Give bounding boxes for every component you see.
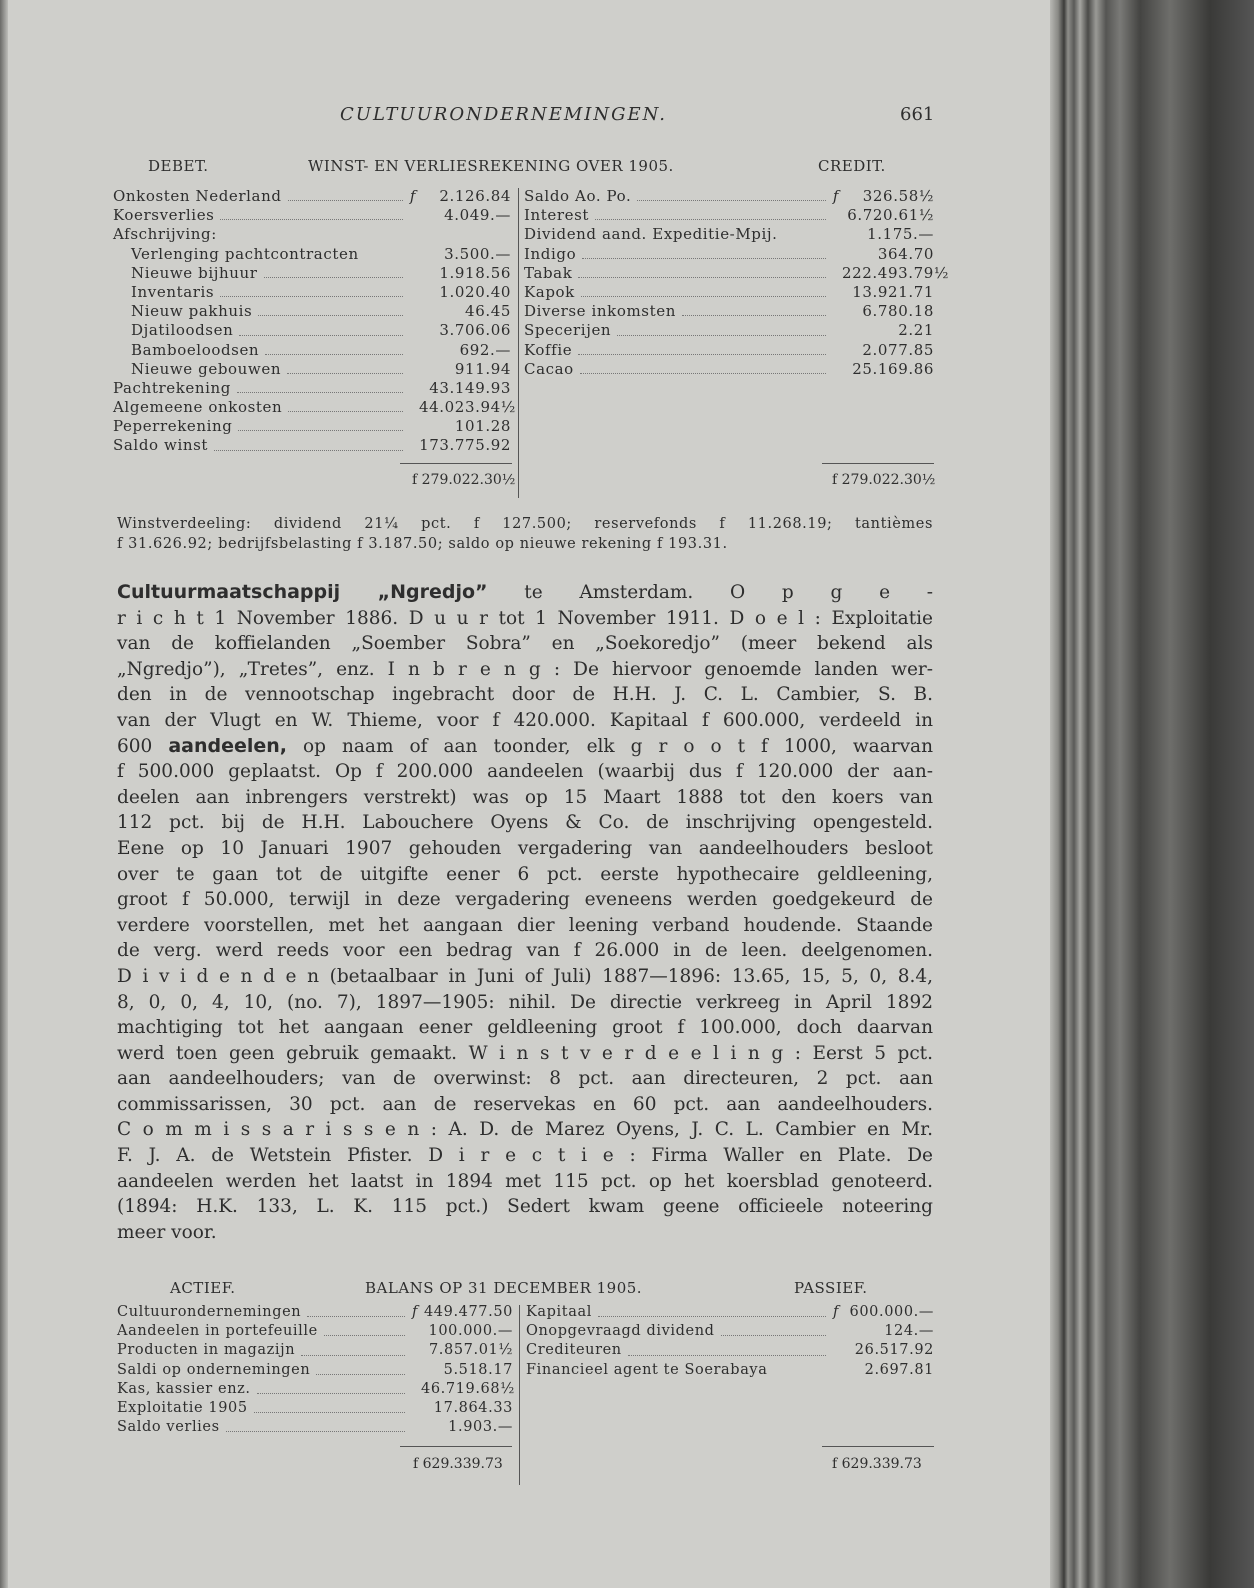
row-amount: 692.— xyxy=(459,340,511,359)
ledger-row xyxy=(113,206,511,225)
row-amount: 26.517.92 xyxy=(854,1342,934,1359)
paragraph-line xyxy=(117,1169,933,1195)
dot-leader xyxy=(264,264,403,278)
row-label: Afschrijving: xyxy=(113,225,217,244)
row-amount: 600.000.— xyxy=(849,1304,934,1320)
currency-sign xyxy=(407,321,419,340)
row-label: Specerijen xyxy=(524,321,612,340)
row-amount: 222.493.79½ xyxy=(842,263,950,282)
dot-leader xyxy=(288,398,403,412)
paragraph-line xyxy=(117,862,933,888)
row-label: Nieuwe gebouwen xyxy=(131,359,282,378)
ledger-row xyxy=(113,341,511,360)
ledger-row xyxy=(117,1399,513,1418)
dot-leader xyxy=(307,1303,405,1317)
paragraph-line xyxy=(117,606,933,632)
row-label: Koersverlies xyxy=(113,206,215,225)
row-amount: 2.21 xyxy=(898,321,934,340)
ledger-row xyxy=(113,379,511,398)
ledger-row xyxy=(524,225,934,244)
passief-label: PASSIEF. xyxy=(794,1279,868,1297)
text-run: C o m m i s s a r i s s e n : A. D. de Marez Oyens, J. C. L. Cambier en Mr. xyxy=(117,1119,933,1141)
row-label: Cultuurondernemingen xyxy=(117,1304,302,1320)
ledger-row xyxy=(526,1361,934,1380)
row-amount: 46.719.68½ xyxy=(421,1380,515,1397)
row-label: Bamboeloodsen xyxy=(131,340,260,359)
text-run: D i v i d e n d e n (betaalbaar in Juni of Juli) 1887—1896: 13.65, 15, 5, 0, 8.4, xyxy=(117,965,933,987)
row-label: Aandeelen in portefeuille xyxy=(117,1323,318,1340)
row-amount: 326.58½ xyxy=(862,187,934,205)
row-label: Nieuwe bijhuur xyxy=(131,263,258,282)
dot-leader xyxy=(578,341,826,355)
ledger-row xyxy=(113,187,511,206)
row-label: Onopgevraagd dividend xyxy=(526,1323,715,1340)
currency-sign xyxy=(407,206,419,225)
text-run: „Ngredjo”), „Tretes”, enz. I n b r e n g : De hiervoor genoemde landen wer- xyxy=(117,658,933,680)
column-divider xyxy=(518,188,519,498)
currency-sign xyxy=(830,283,842,302)
dot-leader xyxy=(223,225,403,239)
dot-leader xyxy=(258,302,403,316)
row-label: Interest xyxy=(524,206,590,225)
currency-sign: f xyxy=(412,1304,418,1320)
paragraph-line xyxy=(117,1220,933,1246)
running-title: CULTUURONDERNEMINGEN. xyxy=(340,104,667,125)
paragraph-line xyxy=(117,964,933,990)
passief-table xyxy=(526,1303,934,1380)
debet-table xyxy=(113,187,516,456)
text-run: 8, 0, 0, 4, 10, (no. 7), 1897—1905: nihil. De directie verkreeg in April 1892 xyxy=(117,991,933,1013)
ledger-row xyxy=(524,321,934,340)
ledger-row xyxy=(524,302,934,321)
dot-leader xyxy=(581,283,826,297)
dot-leader xyxy=(301,1341,405,1355)
scan-left-edge xyxy=(0,0,8,1588)
dot-leader xyxy=(257,1380,405,1394)
paragraph-line xyxy=(117,938,933,964)
actief-label: ACTIEF. xyxy=(170,1279,236,1297)
ledger-row xyxy=(524,283,934,302)
credit-table xyxy=(524,187,950,379)
balance-title: BALANS OP 31 DECEMBER 1905. xyxy=(365,1279,643,1297)
text-run: van der Vlugt en W. Thieme, voor f 420.000. Kapitaal f 600.000, verdeeld in xyxy=(117,709,933,731)
row-label: Exploitatie 1905 xyxy=(117,1399,248,1416)
paragraph-line xyxy=(117,1066,933,1092)
row-amount xyxy=(419,225,511,244)
currency-sign xyxy=(409,1399,421,1418)
text-run: machtiging tot het aangaan eener geldleening groot f 100.000, doch daarvan xyxy=(117,1017,933,1039)
ledger-row xyxy=(113,225,511,244)
currency-sign xyxy=(830,1361,842,1380)
debet-total-rule xyxy=(400,463,512,464)
paragraph-line xyxy=(117,836,933,862)
currency-sign xyxy=(407,417,419,436)
ledger-row xyxy=(113,283,511,302)
text-run: commissarissen, 30 pct. aan de reservekas en 60 pct. aan aandeelhouders. xyxy=(117,1093,933,1115)
dot-leader xyxy=(220,206,403,220)
dot-leader xyxy=(265,341,403,355)
text-run: Eene op 10 Januari 1907 gehouden vergadering van aandeelhouders besloot xyxy=(117,837,933,859)
row-label: Indigo xyxy=(524,244,577,263)
ledger-row xyxy=(113,302,511,321)
credit-total: f 279.022.30½ xyxy=(832,472,936,488)
dot-leader xyxy=(582,245,826,259)
row-label: Kapitaal xyxy=(526,1304,592,1320)
currency-sign: f xyxy=(409,187,417,205)
book-page-edges xyxy=(1050,0,1254,1588)
paragraph-line xyxy=(117,1041,933,1067)
text-run: op naam of aan toonder, elk g r o o t f 1000, waarvan xyxy=(287,735,933,757)
ledger-row xyxy=(113,398,516,417)
dot-leader xyxy=(595,206,826,220)
row-amount: 1.903.— xyxy=(448,1419,513,1436)
currency-sign xyxy=(830,225,842,244)
paragraph-line xyxy=(117,1194,933,1220)
note-line: Winstverdeeling: dividend 21¼ pct. f 127.500; reservefonds f 11.268.19; tantièmes xyxy=(117,516,933,532)
dot-leader xyxy=(237,379,403,393)
currency-sign xyxy=(407,283,419,302)
ledger-row xyxy=(526,1341,934,1360)
text-run: meer voor. xyxy=(117,1221,217,1243)
paragraph-line xyxy=(117,1092,933,1118)
bold-term: aandeelen, xyxy=(168,734,287,757)
dot-leader xyxy=(578,264,826,278)
page-number: 661 xyxy=(900,104,935,125)
ledger-row xyxy=(117,1418,513,1437)
passief-total-rule xyxy=(822,1446,934,1447)
ledger-row xyxy=(117,1303,513,1322)
row-label: Pachtrekening xyxy=(113,378,231,397)
row-label: Saldo verlies xyxy=(117,1419,220,1436)
row-amount: 17.864.33 xyxy=(433,1399,513,1416)
row-label: Financieel agent te Soerabaya xyxy=(526,1361,768,1378)
text-run: den in de vennootschap ingebracht door de H.H. J. C. L. Cambier, S. B. xyxy=(117,684,933,706)
credit-label: CREDIT. xyxy=(818,157,886,175)
ledger-row xyxy=(524,206,934,225)
row-amount: 101.28 xyxy=(454,417,511,436)
bold-term: Cultuurmaatschappij „Ngredjo” xyxy=(117,581,488,603)
currency-sign xyxy=(407,398,419,417)
text-run: r i c h t 1 November 1886. D u u r tot 1 November 1911. D o e l : Exploitatie xyxy=(117,607,933,629)
text-run: over te gaan tot de uitgifte eener 6 pct. eerste hypothecaire geldleening, xyxy=(117,863,933,885)
row-label: Inventaris xyxy=(131,282,215,301)
passief-total: f 629.339.73 xyxy=(832,1456,922,1472)
row-label: Algemeene onkosten xyxy=(113,398,283,417)
row-label: Saldo winst xyxy=(113,436,209,455)
dot-leader xyxy=(238,417,403,431)
ledger-row xyxy=(117,1341,513,1360)
row-label: Producten in magazijn xyxy=(117,1342,296,1359)
row-label: Nieuw pakhuis xyxy=(131,302,253,321)
currency-sign: f xyxy=(833,1304,839,1320)
row-label: Djatiloodsen xyxy=(131,321,234,340)
row-amount: 2.077.85 xyxy=(862,340,934,359)
ledger-row xyxy=(524,360,934,379)
credit-total-rule xyxy=(822,463,934,464)
text-run: deelen aan inbrengers verstrekt) was op 15 Maart 1888 tot den koers van xyxy=(117,786,933,808)
currency-sign xyxy=(407,436,419,455)
dot-leader xyxy=(254,1399,405,1413)
paragraph-line xyxy=(117,580,933,606)
debet-label: DEBET. xyxy=(148,157,209,175)
actief-total-rule xyxy=(400,1446,512,1447)
row-amount: 43.149.93 xyxy=(429,378,511,397)
text-run: 112 pct. bij de H.H. Labouchere Oyens & Co. de inschrijving opengesteld. xyxy=(117,812,933,834)
currency-sign xyxy=(407,379,419,398)
text-run: aan aandeelhouders; van de overwinst: 8 pct. aan directeuren, 2 pct. aan xyxy=(117,1068,933,1090)
row-amount: 1.175.— xyxy=(867,225,934,244)
dot-leader xyxy=(617,321,826,335)
paragraph-line xyxy=(117,887,933,913)
row-label: Verlenging pachtcontracten xyxy=(131,244,359,263)
ledger-row xyxy=(113,436,511,455)
currency-sign xyxy=(409,1361,421,1380)
row-label: Peperrekening xyxy=(113,417,233,436)
ledger-row xyxy=(524,245,934,264)
currency-sign xyxy=(409,1341,421,1360)
row-label: Koffie xyxy=(524,340,573,359)
currency-sign xyxy=(830,245,842,264)
dot-leader xyxy=(324,1322,405,1336)
row-amount: 1.918.56 xyxy=(439,263,511,282)
row-label: Diverse inkomsten xyxy=(524,302,676,321)
text-run: (1894: H.K. 133, L. K. 115 pct.) Sedert kwam geene officieele noteering xyxy=(117,1196,933,1218)
row-amount: 124.— xyxy=(884,1323,934,1340)
text-run: aandeelen werden het laatst in 1894 met 115 pct. op het koersblad genoteerd. xyxy=(117,1170,933,1192)
paragraph-line xyxy=(117,1117,933,1143)
row-amount: 7.857.01½ xyxy=(428,1342,513,1359)
currency-sign xyxy=(407,264,419,283)
row-amount: 364.70 xyxy=(877,244,934,263)
text-run: van de koffielanden „Soember Sobra” en „Soekoredjo” (meer bekend als xyxy=(117,633,933,655)
dot-leader xyxy=(239,321,403,335)
currency-sign xyxy=(830,264,842,283)
dot-leader xyxy=(784,225,826,239)
actief-table xyxy=(117,1303,513,1437)
debet-total: f 279.022.30½ xyxy=(412,472,516,488)
pl-title: WINST- EN VERLIESREKENING OVER 1905. xyxy=(308,157,674,175)
ledger-row xyxy=(524,263,950,283)
row-label: Saldo Ao. Po. xyxy=(524,187,632,205)
text-run: f 500.000 geplaatst. Op f 200.000 aandeelen (waarbij dus f 120.000 der aan- xyxy=(117,761,933,783)
column-divider xyxy=(519,1305,520,1485)
row-amount: 3.706.06 xyxy=(439,321,511,340)
actief-total: f 629.339.73 xyxy=(413,1456,503,1472)
ledger-row xyxy=(113,264,511,283)
text-run: F. J. A. de Wetstein Pfister. D i r e c t i e : Firma Waller en Plate. De xyxy=(117,1145,933,1167)
paragraph-line xyxy=(117,657,933,683)
dot-leader xyxy=(316,1361,405,1375)
row-amount: 13.921.71 xyxy=(852,282,934,301)
currency-sign xyxy=(830,321,842,340)
row-label: Saldi op ondernemingen xyxy=(117,1361,311,1378)
text-run: de verg. werd reeds voor een bedrag van f 26.000 in de leen. deelgenomen. xyxy=(117,940,933,962)
row-amount: 3.500.— xyxy=(444,244,511,263)
currency-sign xyxy=(830,1341,842,1360)
paragraph-line xyxy=(117,682,933,708)
row-amount: 25.169.86 xyxy=(852,359,934,378)
text-run: werd toen geen gebruik gemaakt. W i n s t v e r d e e l i n g : Eerst 5 pct. xyxy=(117,1042,933,1064)
row-amount: 46.45 xyxy=(465,302,511,321)
paragraph-line xyxy=(117,913,933,939)
ledger-row xyxy=(113,417,511,436)
text-run: groot f 50.000, terwijl in deze vergadering eveneens werden goedgekeurd de xyxy=(117,889,933,911)
dot-leader xyxy=(214,436,403,450)
dot-leader xyxy=(598,1303,826,1317)
ledger-row xyxy=(117,1322,513,1341)
currency-sign xyxy=(830,206,842,225)
paragraph-line xyxy=(117,785,933,811)
ledger-row xyxy=(113,321,511,340)
paragraph-line xyxy=(117,734,933,760)
ledger-row xyxy=(526,1322,934,1341)
row-label: Dividend aand. Expeditie-Mpij. xyxy=(524,225,778,244)
currency-sign xyxy=(407,225,419,244)
dot-leader xyxy=(721,1322,826,1336)
ledger-row xyxy=(113,245,511,264)
row-amount: 100.000.— xyxy=(428,1323,513,1340)
currency-sign xyxy=(830,1322,842,1341)
ledger-row xyxy=(117,1361,513,1380)
dot-leader xyxy=(628,1341,826,1355)
row-amount: 5.518.17 xyxy=(443,1361,513,1378)
paragraph-line xyxy=(117,1015,933,1041)
currency-sign xyxy=(830,302,842,321)
dot-leader xyxy=(580,360,826,374)
row-amount: 449.477.50 xyxy=(423,1304,513,1320)
dot-leader xyxy=(682,302,826,316)
ledger-row xyxy=(117,1380,513,1399)
ledger-row xyxy=(524,341,934,360)
ledger-row xyxy=(113,360,511,379)
currency-sign xyxy=(409,1418,421,1437)
currency-sign xyxy=(409,1322,421,1341)
paragraph-line xyxy=(117,759,933,785)
dot-leader xyxy=(773,1361,826,1375)
currency-sign: f xyxy=(832,187,840,205)
currency-sign xyxy=(407,341,419,360)
currency-sign xyxy=(407,302,419,321)
currency-sign xyxy=(407,245,419,264)
text-run: 600 xyxy=(117,735,169,757)
paragraph-line xyxy=(117,1143,933,1169)
company-description xyxy=(117,580,933,1245)
currency-sign xyxy=(830,341,842,360)
row-label: Kas, kassier enz. xyxy=(117,1380,251,1397)
row-amount: 6.780.18 xyxy=(862,302,934,321)
text-run: verdere voorstellen, met het aangaan dier leening verband houdende. Staande xyxy=(117,914,933,936)
ledger-row xyxy=(526,1303,934,1322)
row-label: Kapok xyxy=(524,282,575,301)
paragraph-line xyxy=(117,708,933,734)
text-run: te Amsterdam. O p g e - xyxy=(487,582,934,603)
currency-sign xyxy=(830,360,842,379)
currency-sign xyxy=(407,360,419,379)
currency-sign xyxy=(409,1380,421,1399)
row-amount: 6.720.61½ xyxy=(847,206,934,225)
winstverdeeling-note xyxy=(117,514,933,554)
dot-leader xyxy=(637,187,826,201)
ledger-row xyxy=(524,187,934,206)
paragraph-line xyxy=(117,810,933,836)
dot-leader xyxy=(287,360,403,374)
dot-leader xyxy=(365,245,403,259)
note-line: f 31.626.92; bedrijfsbelasting f 3.187.50; saldo op nieuwe rekening f 193.31. xyxy=(117,536,728,552)
row-label: Crediteuren xyxy=(526,1342,622,1359)
row-amount: 911.94 xyxy=(454,359,511,378)
row-amount: 1.020.40 xyxy=(439,282,511,301)
dot-leader xyxy=(220,283,403,297)
row-amount: 4.049.— xyxy=(444,206,511,225)
row-label: Cacao xyxy=(524,359,574,378)
paragraph-line xyxy=(117,631,933,657)
dot-leader xyxy=(226,1418,405,1432)
dot-leader xyxy=(288,187,403,201)
row-amount: 2.697.81 xyxy=(864,1361,934,1378)
row-label: Onkosten Nederland xyxy=(113,187,282,205)
row-amount: 2.126.84 xyxy=(439,187,511,205)
row-amount: 173.775.92 xyxy=(419,436,511,455)
paragraph-line xyxy=(117,990,933,1016)
row-amount: 44.023.94½ xyxy=(419,398,516,417)
row-label: Tabak xyxy=(524,263,573,282)
